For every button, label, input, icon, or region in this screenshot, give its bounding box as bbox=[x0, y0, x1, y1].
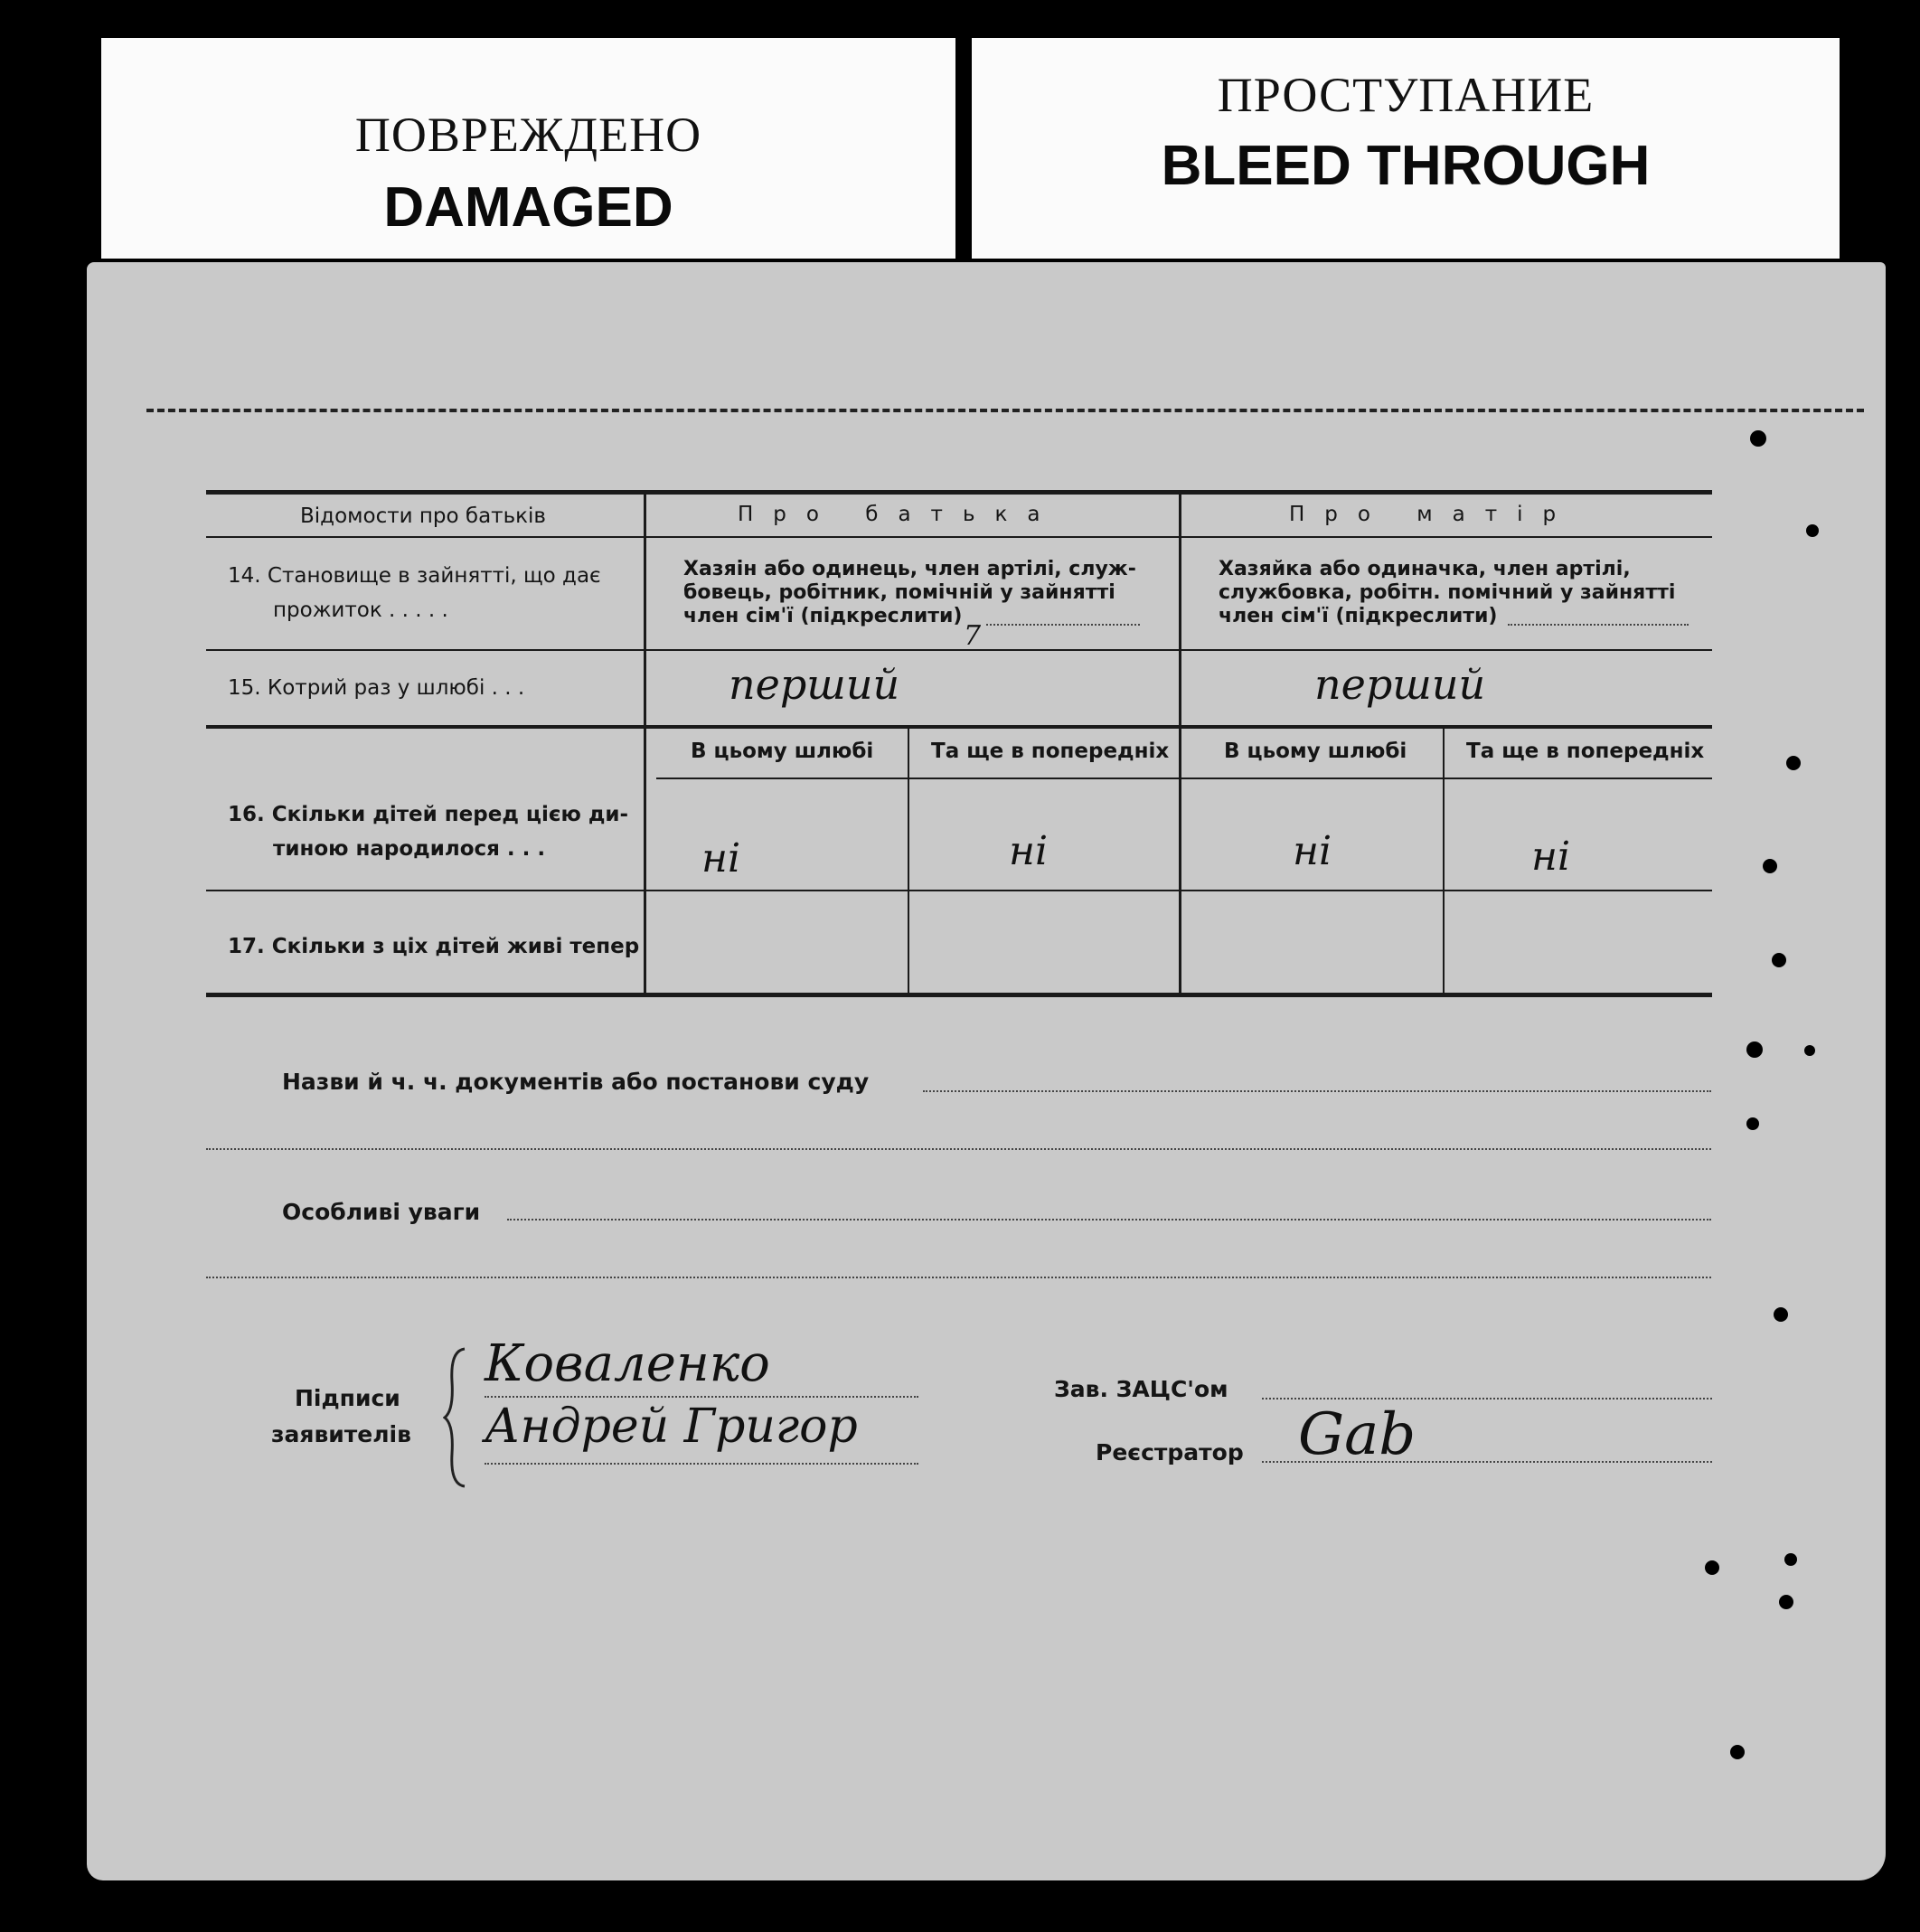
bleed-label-ru: ПРОСТУПАНИЕ bbox=[1217, 68, 1595, 122]
row16-value-father-this: ні bbox=[701, 835, 741, 881]
row14-label-line2: прожиток . . . . . bbox=[273, 598, 448, 622]
applicant-signature-1: Коваленко bbox=[485, 1334, 770, 1393]
row14-father-mark: 7 bbox=[964, 620, 982, 652]
signatures-brace bbox=[443, 1345, 470, 1490]
head-registry-label: Зав. ЗАЦС'ом bbox=[1054, 1376, 1228, 1402]
perforation-line bbox=[146, 409, 1864, 412]
column-header-info: Відомости про батьків bbox=[300, 504, 546, 528]
row15-mother-handwritten: перший bbox=[1314, 660, 1486, 709]
row17-label: 17. Скільки з ціх дітей живі тепер bbox=[228, 935, 640, 958]
registrar-signature: Gab bbox=[1298, 1401, 1416, 1468]
damaged-label-en: DAMAGED bbox=[383, 176, 673, 239]
signatures-label-line1: Підписи bbox=[295, 1385, 400, 1411]
row16-value-father-previous: ні bbox=[1009, 828, 1049, 874]
applicant-signature-2: Андрей Григор bbox=[485, 1400, 858, 1454]
special-notes-label: Особливі уваги bbox=[282, 1199, 481, 1225]
row14-mother-line3: член сім'ї (підкреслити) bbox=[1219, 605, 1498, 627]
column-header-father: Про батька bbox=[738, 503, 1060, 526]
document-sheet bbox=[87, 262, 1886, 1880]
row15-father-handwritten: перший bbox=[729, 660, 900, 709]
subheader-mother-previous: Та ще в попередніх bbox=[1466, 740, 1705, 763]
bleed-through-label-card bbox=[972, 38, 1840, 259]
subheader-father-previous: Та ще в попередніх bbox=[931, 740, 1170, 763]
column-header-mother: Про матір bbox=[1289, 503, 1576, 526]
row16-label-line1: 16. Скільки дітей перед цією ди- bbox=[228, 803, 629, 826]
signatures-label-line2: заявителів bbox=[271, 1421, 411, 1447]
damaged-label-card bbox=[101, 38, 955, 259]
row14-mother-line2: службовка, робітн. помічний у зайнятті bbox=[1219, 581, 1676, 604]
bleed-label-en: BLEED THROUGH bbox=[1161, 135, 1651, 197]
row14-father-line3: член сім'ї (підкреслити) bbox=[683, 605, 963, 627]
damaged-label-ru: ПОВРЕЖДЕНО bbox=[354, 108, 702, 162]
row14-mother-line1: Хазяйка або одиначка, член артілі, bbox=[1219, 558, 1631, 580]
subheader-father-this-marriage: В цьому шлюбі bbox=[691, 740, 874, 763]
row16-label-line2: тиною народилося . . . bbox=[273, 837, 546, 861]
row14-father-line2: бовець, робітник, помічній у зайнятті bbox=[683, 581, 1115, 604]
row16-value-mother-this: ні bbox=[1293, 828, 1332, 874]
documents-label: Назви й ч. ч. документів або постанови суду bbox=[282, 1069, 870, 1095]
subheader-mother-this-marriage: В цьому шлюбі bbox=[1224, 740, 1407, 763]
row14-label-line1: 14. Становище в зайнятті, що дає bbox=[228, 564, 601, 588]
row16-value-mother-previous: ні bbox=[1531, 834, 1571, 880]
row15-label: 15. Котрий раз у шлюбі . . . bbox=[228, 676, 525, 700]
row14-father-line1: Хазяін або одинець, член артілі, служ- bbox=[683, 558, 1136, 580]
registrar-label: Реєстратор bbox=[1096, 1439, 1244, 1465]
